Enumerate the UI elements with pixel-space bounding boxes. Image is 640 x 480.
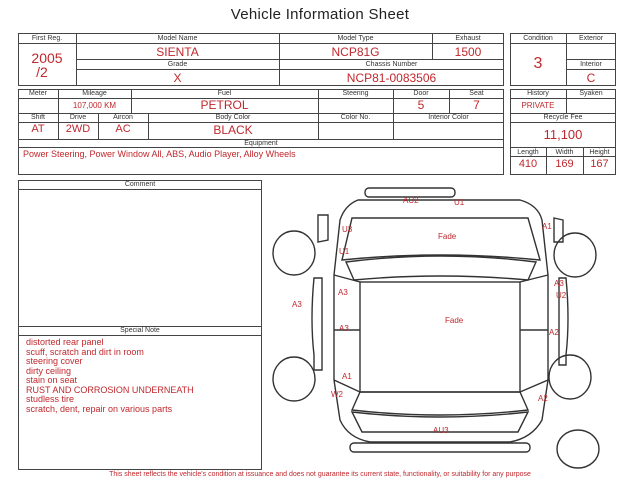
first-reg-year: 2005 [31,50,63,66]
door-value: 5 [417,98,425,112]
roof [360,282,520,392]
history-label: History [527,90,549,97]
special-note-label: Special Note [120,327,160,334]
list-item: RUST AND CORROSION UNDERNEATH [26,384,194,395]
model-type-value: NCP81G [331,45,380,59]
sheet-title: Vehicle Information Sheet [230,6,410,23]
damage-mark: Fade [445,316,464,325]
divider [18,147,504,148]
grade-value: X [173,71,182,85]
fuel-value: PETROL [200,98,249,112]
seat-value: 7 [473,98,480,112]
left-side-outline [318,215,328,242]
comment-box [18,180,262,470]
divider [566,59,616,60]
condition-label: Condition [523,35,553,42]
comment-label: Comment [124,181,156,188]
list-item: dirty ceiling [26,365,72,376]
divider [510,98,616,99]
damage-mark: A1 [542,222,552,231]
front-left-wheel [273,231,315,275]
interior-color-label: Interior Color [428,114,469,121]
damage-mark: A3 [338,288,348,297]
door-line [520,380,548,392]
shift-value: AT [31,123,45,135]
damage-mark: A3 [292,300,302,309]
divider [566,69,616,70]
grade-label: Grade [167,61,188,68]
rear-right-wheel [549,355,591,399]
width-value: 169 [555,158,574,170]
rear-window [352,392,528,415]
aircon-value: AC [115,123,131,135]
equipment-value: Power Steering, Power Window All, ABS, Audio Player, Alloy Wheels [23,149,296,159]
damage-mark: U3 [342,225,353,234]
divider [510,147,616,148]
divider [18,335,262,336]
damage-mark: A3 [554,279,564,288]
damage-mark: U1 [339,247,350,256]
first-reg-month: /2 [36,64,48,80]
model-name-label: Model Name [157,35,198,42]
condition-value: 3 [533,55,543,72]
list-item: distorted rear panel [26,337,104,347]
rear-left-wheel [273,357,315,401]
damage-mark: W2 [331,390,343,399]
list-item: studless tire [26,394,75,404]
history-value: PRIVATE [521,101,555,110]
color-no-label: Color No. [340,114,371,121]
meter-label: Meter [29,90,47,97]
divider [510,122,616,123]
divider [510,156,616,157]
damage-mark: U2 [556,291,567,300]
front-right-wheel [554,233,596,277]
syaken-label: Syaken [579,90,603,97]
model-type-label: Model Type [337,35,374,42]
chassis-number-value: NCP81-0083506 [346,71,437,85]
divider [18,189,262,190]
divider [76,69,504,70]
shift-label: Shift [30,114,45,121]
interior-grade-value: C [586,71,596,85]
windshield [346,256,536,280]
length-label: Length [517,149,539,156]
spare-wheel [557,430,599,468]
length-value: 410 [518,158,538,170]
chassis-number-label: Chassis Number [365,61,418,68]
steering-label: Steering [342,90,369,97]
door-line [334,275,360,282]
equipment-label: Equipment [244,140,278,147]
door-line [520,275,548,282]
exhaust-value: 1500 [454,45,482,59]
drive-label: Drive [69,114,87,121]
height-value: 167 [590,158,609,170]
damage-mark: A1 [342,372,352,381]
model-name-value: SIENTA [156,45,199,59]
damage-mark: U1 [454,198,465,207]
list-item: scratch, dent, repair on various parts [26,403,173,414]
body-color-label: Body Color [215,114,251,121]
recycle-fee-label: Recycle Fee [543,114,583,121]
damage-mark: A2 [549,328,559,337]
special-notes-list [26,338,194,414]
drive-value: 2WD [65,123,91,135]
seat-label: Seat [469,90,484,97]
mileage-label: Mileage [82,90,107,97]
list-item: stain on seat [26,375,78,385]
fuel-label: Fuel [217,90,232,97]
first-reg-label: First Reg. [31,35,63,42]
width-label: Width [555,149,574,156]
divider [510,43,616,44]
damage-mark: AU2 [403,196,419,205]
disclaimer-footer: This sheet reflects the vehicle's condition at issuance and does not guarantee its current state, functionality, or suitability for any purpose [109,471,531,478]
exhaust-label: Exhaust [455,35,481,42]
damage-mark: AU3 [433,426,449,435]
divider [76,59,504,60]
body-color-value: BLACK [213,123,253,137]
damage-mark: A3 [339,324,349,333]
rear-bumper [350,443,530,452]
height-label: Height [589,149,610,156]
list-item: steering cover [26,356,83,366]
interior-label: Interior [580,61,602,68]
left-body-side [312,278,322,370]
list-item: scuff, scratch and dirt in room [26,346,144,357]
door-label: Door [413,90,429,97]
damage-mark: A2 [538,394,548,403]
damage-mark: Fade [438,232,457,241]
aircon-label: Aircon [113,114,133,121]
mileage-value: 107,000 KM [72,101,117,110]
exterior-label: Exterior [578,35,604,42]
recycle-fee-value: 11,100 [543,127,583,142]
